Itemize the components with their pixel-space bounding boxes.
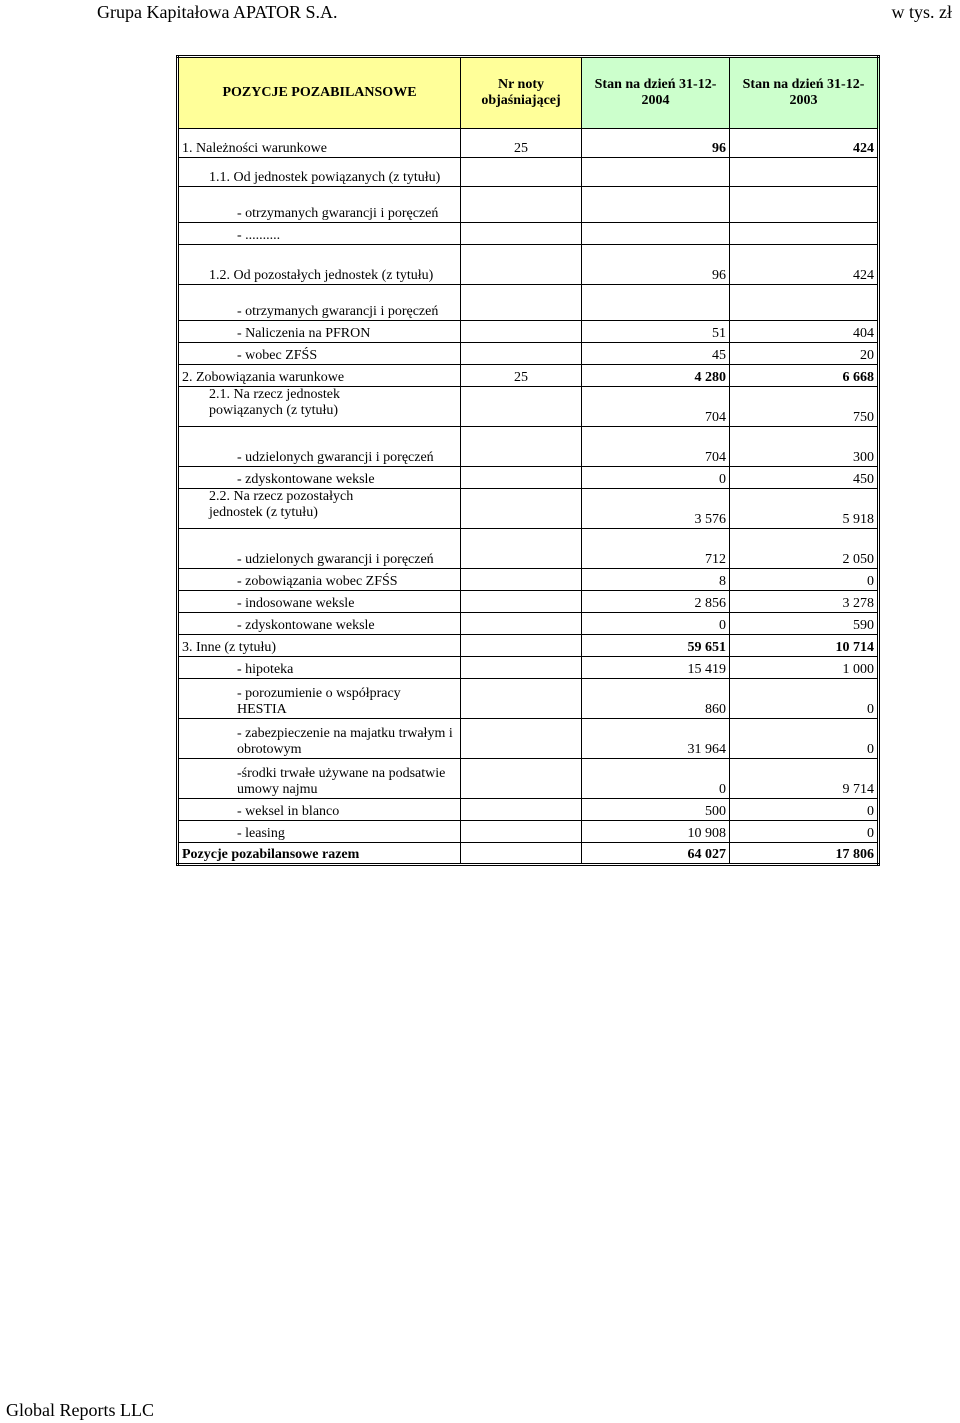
row-label: 1. Należności warunkowe <box>178 129 461 158</box>
row-note <box>461 223 582 245</box>
table-row <box>178 427 879 467</box>
table-row <box>178 821 879 843</box>
row-value-2003: 0 <box>730 719 879 759</box>
row-value-2004: 2 856 <box>582 591 730 613</box>
row-label: - zdyskontowane weksle <box>178 467 461 489</box>
row-label: - Naliczenia na PFRON <box>178 321 461 343</box>
row-value-2003 <box>730 158 879 187</box>
row-value-2003: 0 <box>730 799 879 821</box>
table-row <box>178 613 879 635</box>
row-value-2003 <box>730 223 879 245</box>
row-value-2004: 10 908 <box>582 821 730 843</box>
table-row <box>178 719 879 759</box>
row-note <box>461 387 582 427</box>
row-value-2003: 17 806 <box>730 843 879 865</box>
off-balance-table <box>176 55 880 866</box>
row-value-2004: 45 <box>582 343 730 365</box>
row-label: - hipoteka <box>178 657 461 679</box>
row-label: - zdyskontowane weksle <box>178 613 461 635</box>
table-row <box>178 129 879 158</box>
row-value-2004: 0 <box>582 467 730 489</box>
row-value-2004: 8 <box>582 569 730 591</box>
table-row <box>178 529 879 569</box>
table-row <box>178 245 879 285</box>
table-row <box>178 285 879 321</box>
column-header-note: Nr noty objaśniającej <box>461 57 582 129</box>
row-value-2003: 10 714 <box>730 635 879 657</box>
table-row <box>178 799 879 821</box>
row-note <box>461 427 582 467</box>
row-note <box>461 591 582 613</box>
unit-label: w tys. zł <box>891 2 952 22</box>
table-row <box>178 365 879 387</box>
footer-publisher: Global Reports LLC <box>6 1400 154 1420</box>
row-label: 2.2. Na rzecz pozostałych jednostek (z tytułu) <box>178 489 461 529</box>
row-note <box>461 759 582 799</box>
company-name: Grupa Kapitałowa APATOR S.A. <box>97 2 338 22</box>
row-note <box>461 843 582 865</box>
row-label: - leasing <box>178 821 461 843</box>
row-note <box>461 719 582 759</box>
row-value-2003: 20 <box>730 343 879 365</box>
row-value-2003: 3 278 <box>730 591 879 613</box>
row-value-2004 <box>582 285 730 321</box>
row-value-2004: 0 <box>582 613 730 635</box>
column-header-position: POZYCJE POZABILANSOWE <box>178 57 461 129</box>
row-note <box>461 679 582 719</box>
table-header-row <box>178 57 879 129</box>
row-note <box>461 321 582 343</box>
row-value-2004: 15 419 <box>582 657 730 679</box>
row-value-2003: 404 <box>730 321 879 343</box>
row-value-2003: 0 <box>730 821 879 843</box>
row-value-2003: 0 <box>730 569 879 591</box>
row-value-2003: 424 <box>730 129 879 158</box>
row-value-2003: 9 714 <box>730 759 879 799</box>
row-value-2004: 704 <box>582 427 730 467</box>
table-row <box>178 387 879 427</box>
row-note: 25 <box>461 129 582 158</box>
table-row <box>178 569 879 591</box>
row-value-2003: 5 918 <box>730 489 879 529</box>
row-label: 1.2. Od pozostałych jednostek (z tytułu) <box>178 245 461 285</box>
row-value-2003: 424 <box>730 245 879 285</box>
row-value-2004: 860 <box>582 679 730 719</box>
row-value-2004: 704 <box>582 387 730 427</box>
row-note: 25 <box>461 365 582 387</box>
row-note <box>461 158 582 187</box>
row-label: - .......... <box>178 223 461 245</box>
row-value-2003: 750 <box>730 387 879 427</box>
row-label: - wobec ZFŚS <box>178 343 461 365</box>
row-note <box>461 245 582 285</box>
row-value-2003: 300 <box>730 427 879 467</box>
row-note <box>461 343 582 365</box>
table-row <box>178 635 879 657</box>
row-value-2004: 3 576 <box>582 489 730 529</box>
table-row <box>178 591 879 613</box>
row-note <box>461 285 582 321</box>
row-label: 2.1. Na rzecz jednostek powiązanych (z tytułu) <box>178 387 461 427</box>
row-value-2003: 450 <box>730 467 879 489</box>
row-label: - weksel in blanco <box>178 799 461 821</box>
row-label: - zabezpieczenie na majatku trwałym i obrotowym <box>178 719 461 759</box>
row-note <box>461 821 582 843</box>
row-label: Pozycje pozabilansowe razem <box>178 843 461 865</box>
table-row <box>178 467 879 489</box>
row-value-2004: 96 <box>582 245 730 285</box>
row-value-2003 <box>730 285 879 321</box>
row-label: 3. Inne (z tytułu) <box>178 635 461 657</box>
row-value-2004: 31 964 <box>582 719 730 759</box>
row-note <box>461 489 582 529</box>
column-header-2003: Stan na dzień 31-12-2003 <box>730 57 879 129</box>
row-label: 2. Zobowiązania warunkowe <box>178 365 461 387</box>
row-value-2004: 96 <box>582 129 730 158</box>
row-note <box>461 529 582 569</box>
table-row <box>178 679 879 719</box>
table-row <box>178 223 879 245</box>
row-value-2004: 51 <box>582 321 730 343</box>
row-label: - udzielonych gwarancji i poręczeń <box>178 529 461 569</box>
row-note <box>461 613 582 635</box>
table-row <box>178 759 879 799</box>
row-value-2003: 6 668 <box>730 365 879 387</box>
row-note <box>461 569 582 591</box>
row-label: - otrzymanych gwarancji i poręczeń <box>178 285 461 321</box>
table-row <box>178 657 879 679</box>
row-value-2003: 590 <box>730 613 879 635</box>
row-label: 1.1. Od jednostek powiązanych (z tytułu) <box>178 158 461 187</box>
row-value-2004: 4 280 <box>582 365 730 387</box>
row-label: - indosowane weksle <box>178 591 461 613</box>
row-note <box>461 799 582 821</box>
row-value-2003: 0 <box>730 679 879 719</box>
row-value-2004 <box>582 187 730 223</box>
table-row <box>178 158 879 187</box>
row-note <box>461 467 582 489</box>
row-value-2004: 59 651 <box>582 635 730 657</box>
row-value-2004 <box>582 223 730 245</box>
column-header-2004: Stan na dzień 31-12-2004 <box>582 57 730 129</box>
row-label: - udzielonych gwarancji i poręczeń <box>178 427 461 467</box>
row-value-2004: 64 027 <box>582 843 730 865</box>
row-value-2003 <box>730 187 879 223</box>
row-note <box>461 635 582 657</box>
row-note <box>461 657 582 679</box>
row-label: - zobowiązania wobec ZFŚS <box>178 569 461 591</box>
row-value-2004: 0 <box>582 759 730 799</box>
row-label: - porozumienie o współpracy HESTIA <box>178 679 461 719</box>
row-label: -środki trwałe używane na podsatwie umowy najmu <box>178 759 461 799</box>
row-note <box>461 187 582 223</box>
row-value-2004: 500 <box>582 799 730 821</box>
table-total-row <box>178 843 879 865</box>
table-row <box>178 489 879 529</box>
row-value-2003: 2 050 <box>730 529 879 569</box>
row-value-2003: 1 000 <box>730 657 879 679</box>
table-row <box>178 343 879 365</box>
row-label: - otrzymanych gwarancji i poręczeń <box>178 187 461 223</box>
table-row <box>178 321 879 343</box>
row-value-2004 <box>582 158 730 187</box>
table-row <box>178 187 879 223</box>
row-value-2004: 712 <box>582 529 730 569</box>
